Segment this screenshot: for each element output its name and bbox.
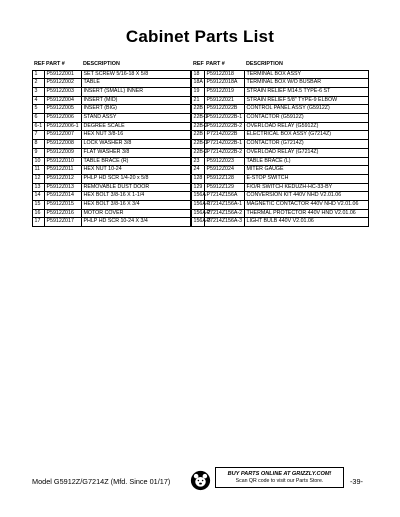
description-cell: PHLP HD SCR 1/4-20 x 5/8 (82, 174, 191, 183)
table-row (192, 192, 369, 201)
description-cell: MITER GAUGE (245, 166, 369, 175)
part-number-cell: P5912Z002 (45, 79, 82, 88)
ref-cell: 156A-3 (192, 218, 205, 227)
ref-cell: 22B (192, 105, 205, 114)
ref-cell: 21 (192, 96, 205, 105)
part-number-header: PART # (46, 61, 65, 68)
description-cell: OVERLOAD RELAY (G7214Z) (245, 148, 369, 157)
table-row (192, 122, 369, 131)
table-row (33, 174, 191, 183)
parts-table-right (191, 61, 369, 227)
part-number-cell: P7214Z156A-3 (205, 218, 245, 227)
promo-headline: BUY PARTS ONLINE AT GRIZZLY.COM! (227, 471, 332, 477)
part-number-cell: P5912Z021 (205, 96, 245, 105)
description-cell: STRAIN RELIEF 5/8" TYPE-9 ELBOW (245, 96, 369, 105)
description-cell: TERMINAL BOX W/O BUSBAR (245, 79, 369, 88)
table-row (33, 87, 191, 96)
ref-cell: 2 (33, 79, 45, 88)
ref-cell: 18A (192, 79, 205, 88)
table-row (192, 201, 369, 210)
part-number-cell: P5912Z019 (205, 87, 245, 96)
part-number-cell: P5912Z013 (45, 183, 82, 192)
part-number-cell: P7214Z022B-1 (205, 140, 245, 149)
table-row (33, 140, 191, 149)
description-cell: HEX BOLT 3/8-16 X 1-1/4 (82, 192, 191, 201)
description-cell: STRAIN RELIEF M14.5 TYPE-6 ST (245, 87, 369, 96)
part-number-cell: P7214Z022B-2 (205, 148, 245, 157)
table-row (192, 218, 369, 227)
ref-cell: 156A (192, 192, 205, 201)
description-cell: TABLE (82, 79, 191, 88)
table-row (192, 79, 369, 88)
part-number-cell: P5912Z006 (45, 114, 82, 123)
description-cell: CONTROL PANEL ASSY (G5912Z) (245, 105, 369, 114)
table-row (192, 209, 369, 218)
description-cell: ELECTRICAL BOX ASSY (G7214Z) (245, 131, 369, 140)
ref-cell: 22B-2 (192, 148, 205, 157)
description-cell: INSERT (SMALL) INNER (82, 87, 191, 96)
table-row (192, 70, 369, 79)
parts-store-promo[interactable] (215, 467, 344, 488)
part-number-cell: P5912Z022B (205, 105, 245, 114)
table-row (192, 131, 369, 140)
ref-cell: 18 (192, 70, 205, 79)
part-number-cell: P5912Z017 (45, 218, 82, 227)
table-row (33, 201, 191, 210)
description-cell: CONVERSION KIT 440V NHD V2.01.06 (245, 192, 369, 201)
ref-cell: 24 (192, 166, 205, 175)
part-number-cell: P5912Z003 (45, 87, 82, 96)
table-row (192, 105, 369, 114)
ref-cell: 22B-1 (192, 140, 205, 149)
ref-cell: 12 (33, 174, 45, 183)
ref-cell: 128 (192, 174, 205, 183)
ref-cell: 8 (33, 140, 45, 149)
ref-cell: 156A-1 (192, 201, 205, 210)
ref-cell: 16 (33, 209, 45, 218)
table-row (192, 87, 369, 96)
table-header-row (33, 61, 191, 70)
part-number-cell: P7214Z156A-2 (205, 209, 245, 218)
table-row (33, 148, 191, 157)
description-cell: MAGNETIC CONTACTOR 440V NHD V2.01.06 (245, 201, 369, 210)
ref-cell: 22B-2 (192, 122, 205, 131)
ref-cell: 19 (192, 87, 205, 96)
description-cell: CONTACTOR (G5912Z) (245, 114, 369, 123)
description-cell: OVERLOAD RELAY (G5912Z) (245, 122, 369, 131)
table-row (33, 183, 191, 192)
description-cell: TABLE BRACE (L) (245, 157, 369, 166)
part-number-cell: P5912Z011 (45, 166, 82, 175)
part-number-cell: P5912Z015 (45, 201, 82, 210)
description-cell: LOCK WASHER 3/8 (82, 140, 191, 149)
table-row (33, 218, 191, 227)
description-cell: F/O/R SWITCH KEDUZH-HC-33-BY (245, 183, 369, 192)
part-number-cell: P5912Z005 (45, 105, 82, 114)
grizzly-bear-logo-icon (190, 470, 211, 491)
table-header-row (192, 61, 369, 70)
table-row (192, 148, 369, 157)
ref-cell: 5 (33, 105, 45, 114)
ref-cell: 3 (33, 87, 45, 96)
part-number-cell: P5912Z018A (205, 79, 245, 88)
table-row (33, 166, 191, 175)
part-number-cell: P5912Z023 (205, 157, 245, 166)
ref-cell: 17 (33, 218, 45, 227)
part-number-cell: P5912Z128 (205, 174, 245, 183)
ref-cell: 13 (33, 183, 45, 192)
part-number-cell: P5912Z018 (205, 70, 245, 79)
ref-cell: 156A-2 (192, 209, 205, 218)
description-cell: HEX NUT 3/8-16 (82, 131, 191, 140)
ref-cell: 7 (33, 131, 45, 140)
part-number-cell: P7214Z156A (205, 192, 245, 201)
description-cell: MOTOR COVER (82, 209, 191, 218)
ref-cell: 6-1 (33, 122, 45, 131)
ref-cell: 4 (33, 96, 45, 105)
part-number-cell: P5912Z010 (45, 157, 82, 166)
description-cell: INSERT (BIG) (82, 105, 191, 114)
parts-table-left (32, 61, 191, 227)
part-number-cell: P7214Z156A-1 (205, 201, 245, 210)
part-number-cell: P5912Z009 (45, 148, 82, 157)
description-header: DESCRIPTION (246, 61, 283, 68)
part-number-cell: P5912Z016 (45, 209, 82, 218)
table-row (33, 122, 191, 131)
ref-cell: 10 (33, 157, 45, 166)
model-footer: Model G5912Z/G7214Z (Mfd. Since 01/17) (32, 477, 171, 486)
part-number-cell: P5912Z022B-2 (205, 122, 245, 131)
ref-cell: 22B (192, 131, 205, 140)
part-number-cell: P5912Z006-1 (45, 122, 82, 131)
part-number-cell: P5912Z012 (45, 174, 82, 183)
table-row (33, 209, 191, 218)
description-cell: DEGREE SCALE (82, 122, 191, 131)
part-number-cell: P5912Z024 (205, 166, 245, 175)
part-number-cell: P5912Z022B-1 (205, 114, 245, 123)
ref-cell: 22B-1 (192, 114, 205, 123)
part-number-header: PART # (206, 61, 225, 68)
description-cell: FLAT WASHER 3/8 (82, 148, 191, 157)
ref-cell: 9 (33, 148, 45, 157)
table-row (33, 96, 191, 105)
ref-cell: 23 (192, 157, 205, 166)
description-cell: TABLE BRACE (R) (82, 157, 191, 166)
table-row (33, 114, 191, 123)
part-number-cell: P5912Z008 (45, 140, 82, 149)
part-number-cell: P5912Z007 (45, 131, 82, 140)
ref-cell: 1 (33, 70, 45, 79)
part-number-cell: P7214Z022B (205, 131, 245, 140)
description-cell: PHLP HD SCR 10-24 X 3/4 (82, 218, 191, 227)
description-cell: HEX BOLT 3/8-16 X 3/4 (82, 201, 191, 210)
description-cell: THERMAL PROTECTOR 440V HND V2.01.06 (245, 209, 369, 218)
table-row (192, 183, 369, 192)
table-row (33, 105, 191, 114)
table-row (33, 79, 191, 88)
table-row (192, 96, 369, 105)
table-row (33, 70, 191, 79)
description-cell: CONTACTOR (G7214Z) (245, 140, 369, 149)
description-cell: TERMINAL BOX ASSY (245, 70, 369, 79)
ref-cell: 6 (33, 114, 45, 123)
ref-cell: 129 (192, 183, 205, 192)
ref-header: REF (34, 61, 45, 68)
description-cell: HEX NUT 10-24 (82, 166, 191, 175)
description-cell: STAND ASSY (82, 114, 191, 123)
table-row (192, 157, 369, 166)
promo-subline: Scan QR code to visit our Parts Store. (235, 478, 324, 484)
part-number-cell: P5912Z004 (45, 96, 82, 105)
description-cell: INSERT (MID) (82, 96, 191, 105)
table-row (192, 114, 369, 123)
ref-cell: 15 (33, 201, 45, 210)
table-row (192, 140, 369, 149)
table-row (33, 192, 191, 201)
ref-cell: 14 (33, 192, 45, 201)
ref-header: REF (193, 61, 204, 68)
description-cell: E-STOP SWITCH (245, 174, 369, 183)
table-row (192, 174, 369, 183)
part-number-cell: P5912Z014 (45, 192, 82, 201)
table-row (192, 166, 369, 175)
description-header: DESCRIPTION (83, 61, 120, 68)
ref-cell: 11 (33, 166, 45, 175)
page-title: Cabinet Parts List (125, 27, 275, 46)
part-number-cell: P5912Z129 (205, 183, 245, 192)
description-cell: SET SCREW 5/16-18 X 5/8 (82, 70, 191, 79)
description-cell: LIGHT BULB 440V V2.01.06 (245, 218, 369, 227)
part-number-cell: P5912Z001 (45, 70, 82, 79)
page-number: -39- (350, 477, 363, 486)
description-cell: REMOVABLE DUST DOOR (82, 183, 191, 192)
table-row (33, 157, 191, 166)
table-row (33, 131, 191, 140)
